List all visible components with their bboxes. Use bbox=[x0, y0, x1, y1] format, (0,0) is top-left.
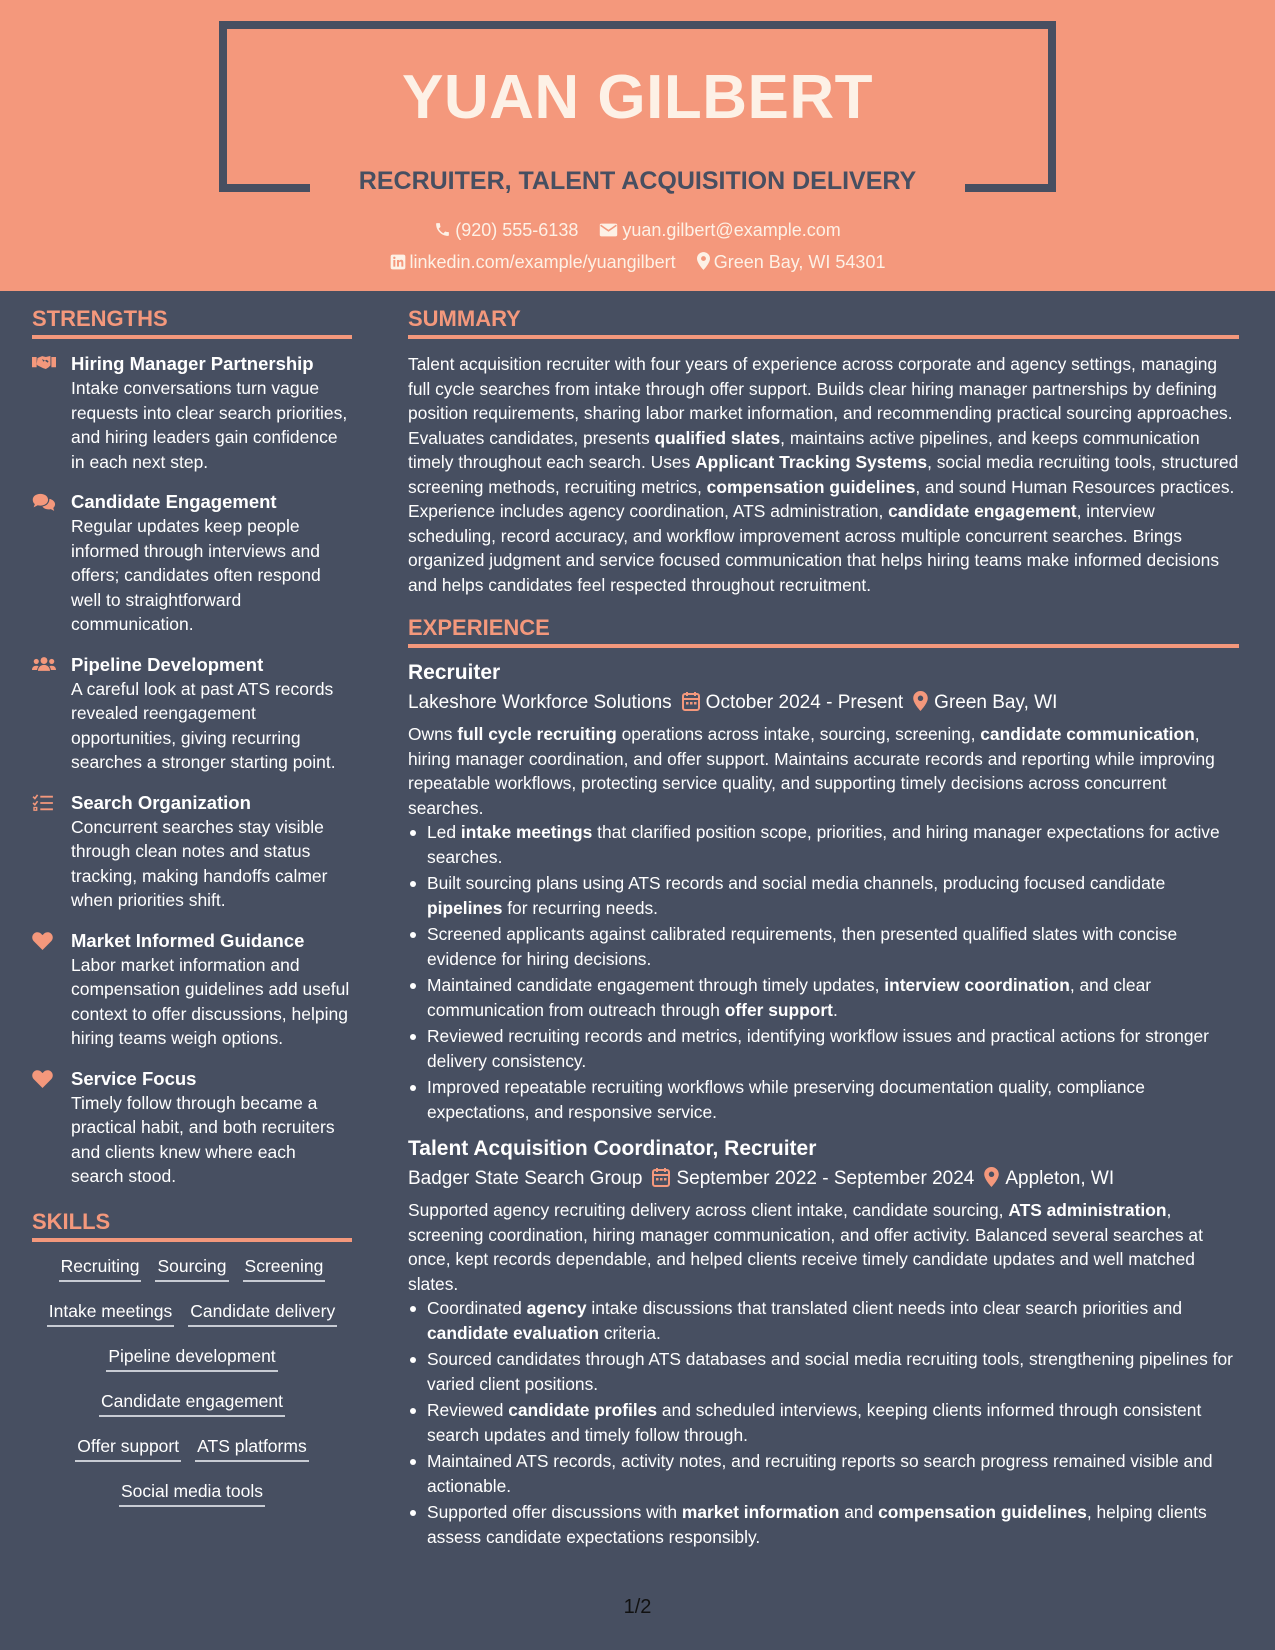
summary-heading: SUMMARY bbox=[408, 306, 1239, 339]
strength-title: Market Informed Guidance bbox=[71, 929, 305, 951]
job-bullet: Sourced candidates through ATS databases and social media recruiting tools, strengthening pipelines for varied client positions. bbox=[408, 1347, 1239, 1396]
job-bullet: Led intake meetings that clarified position scope, priorities, and hiring manager expectations for active searches. bbox=[408, 820, 1239, 869]
heart-icon bbox=[32, 932, 56, 950]
skill-tag: Recruiting bbox=[59, 1255, 142, 1282]
highlight-keyword: candidate profiles bbox=[508, 1400, 658, 1420]
map-pin-icon bbox=[697, 252, 710, 270]
page-number: 1/2 bbox=[623, 1596, 652, 1618]
job-entry bbox=[408, 661, 1239, 1124]
skill-tag: Offer support bbox=[75, 1435, 181, 1462]
experience-heading: EXPERIENCE bbox=[408, 615, 1239, 648]
skills-heading: SKILLS bbox=[32, 1209, 352, 1242]
strengths-heading: STRENGTHS bbox=[32, 306, 352, 339]
highlight-keyword: interview coordination bbox=[884, 975, 1070, 995]
job-title: Talent Acquisition Coordinator, Recruiter bbox=[408, 1137, 817, 1160]
candidate-name: YUAN GILBERT bbox=[402, 63, 873, 132]
chat-bubbles-icon bbox=[32, 493, 56, 511]
job-dates: October 2024 - Present bbox=[705, 692, 904, 713]
strength-description: Labor market information and compensation guidelines add useful context to offer discussions, helping hiring teams weigh options. bbox=[71, 954, 350, 1048]
skill-row bbox=[32, 1480, 352, 1508]
email-text[interactable]: yuan.gilbert@example.com bbox=[622, 220, 841, 240]
job-bullet: Reviewed candidate profiles and scheduled interviews, keeping clients informed through consistent search updates and timely follow through. bbox=[408, 1398, 1239, 1447]
contact-phone bbox=[434, 220, 578, 241]
skill-tag: Candidate delivery bbox=[188, 1300, 337, 1327]
phone-icon bbox=[434, 221, 451, 238]
strength-item bbox=[32, 929, 352, 1051]
phone-text: (920) 555-6138 bbox=[455, 220, 579, 240]
skill-row bbox=[32, 1345, 352, 1373]
strength-item bbox=[32, 352, 352, 474]
highlight-keyword: market information bbox=[681, 1502, 840, 1522]
candidate-title: RECRUITER, TALENT ACQUISITION DELIVERY bbox=[358, 167, 917, 195]
strength-title: Pipeline Development bbox=[71, 653, 264, 675]
strength-description: Intake conversations turn vague requests into clear search priorities, and hiring leaders gain confidence in each next step. bbox=[71, 378, 348, 472]
job-meta bbox=[408, 1167, 1239, 1190]
highlight-keyword: agency bbox=[526, 1298, 587, 1318]
summary-text: Talent acquisition recruiter with four years of experience across corporate and agency settings, managing full cycle searches from intake through offer support. Builds clear hiring manager partnerships by defining position requirements, sharing labor market information, and recommending practical sourcing approaches. Evaluates candidates, presents qualified slates, maintains active pipelines, and keeps communication timely throughout each search. Uses Applicant Tracking Systems, social media recruiting tools, structured screening methods, recruiting metrics, compensation guidelines, and sound Human Resources practices. Experience includes agency coordination, ATS administration, candidate engagement, interview scheduling, record accuracy, and workflow improvement across multiple concurrent searches. Brings organized judgment and service focused communication that helps hiring teams make informed decisions and helps candidates feel respected throughout recruitment. bbox=[408, 354, 1239, 595]
highlight-keyword: offer support bbox=[724, 999, 833, 1020]
job-dates: September 2022 - September 2024 bbox=[676, 1168, 975, 1189]
strengths-list bbox=[32, 352, 352, 1189]
checklist-icon bbox=[32, 794, 56, 812]
highlight-keyword: qualified slates bbox=[654, 427, 781, 448]
header-banner bbox=[0, 0, 1275, 291]
strength-title: Search Organization bbox=[71, 791, 251, 813]
job-description: Supported agency recruiting delivery across client intake, candidate sourcing, ATS administration, screening coordination, hiring manager communication, and offer activity. Balanced several searches at once, kept records dependable, and helped clients receive timely candidate updates and well matched slates. bbox=[408, 1200, 1203, 1294]
strength-title: Service Focus bbox=[71, 1067, 197, 1089]
skill-row bbox=[32, 1255, 352, 1283]
job-bullet: Improved repeatable recruiting workflows while preserving documentation quality, compliance expectations, and responsive service. bbox=[408, 1075, 1239, 1124]
job-bullet: Reviewed recruiting records and metrics, identifying workflow issues and practical actions for stronger delivery consistency. bbox=[408, 1024, 1239, 1073]
skill-tag: ATS platforms bbox=[195, 1435, 309, 1462]
contact-email[interactable] bbox=[599, 220, 840, 241]
job-description: Owns full cycle recruiting operations across intake, sourcing, screening, candidate communication, hiring manager coordination, and offer support. Maintains accurate records and reporting while improving repeatable workflows, protecting service quality, and supporting timely decisions across concurrent searches. bbox=[408, 724, 1215, 818]
job-bullet: Built sourcing plans using ATS records and social media channels, producing focused candidate pipelines for recurring needs. bbox=[408, 871, 1239, 920]
skill-tag: Screening bbox=[243, 1255, 326, 1282]
job-bullet: Maintained ATS records, activity notes, and recruiting reports so search progress remained visible and actionable. bbox=[408, 1449, 1239, 1498]
job-bullet: Screened applicants against calibrated requirements, then presented qualified slates with concise evidence for hiring decisions. bbox=[408, 922, 1239, 971]
experience-list bbox=[408, 661, 1239, 1549]
highlight-keyword: full cycle recruiting bbox=[457, 724, 617, 744]
strength-item bbox=[32, 791, 352, 913]
strength-description: Regular updates keep people informed through interviews and offers; candidates often respond well to straightforward communication. bbox=[71, 516, 321, 634]
highlight-keyword: candidate engagement bbox=[888, 501, 1077, 521]
skill-tag: Candidate engagement bbox=[99, 1390, 285, 1417]
strength-item bbox=[32, 653, 352, 775]
users-icon bbox=[32, 656, 56, 674]
skill-row bbox=[32, 1300, 352, 1328]
strength-description: Concurrent searches stay visible through clean notes and status tracking, making handoffs calmer when priorities shift. bbox=[71, 816, 328, 910]
highlight-keyword: Applicant Tracking Systems bbox=[695, 452, 928, 472]
job-bullet: Maintained candidate engagement through timely updates, interview coordination, and clear communication from outreach through offer support. bbox=[408, 973, 1239, 1022]
job-title: Recruiter bbox=[408, 661, 501, 684]
heart-icon bbox=[32, 1070, 56, 1088]
location-text: Green Bay, WI 54301 bbox=[713, 252, 886, 272]
right-column bbox=[408, 306, 1239, 1551]
contact-linkedin[interactable] bbox=[390, 252, 676, 273]
strength-item bbox=[32, 490, 352, 637]
job-bullet: Coordinated agency intake discussions that translated client needs into clear search priorities and candidate evaluation criteria. bbox=[408, 1296, 1239, 1345]
map-pin-icon bbox=[984, 1167, 999, 1187]
calendar-icon bbox=[682, 691, 700, 711]
job-meta bbox=[408, 691, 1239, 714]
strength-title: Candidate Engagement bbox=[71, 491, 277, 512]
job-location: Green Bay, WI bbox=[934, 692, 1058, 713]
contact-row-2 bbox=[0, 252, 1275, 273]
highlight-keyword: ATS administration bbox=[1008, 1200, 1167, 1220]
strength-title: Hiring Manager Partnership bbox=[71, 353, 314, 374]
strength-description: A careful look at past ATS records revealed reengagement opportunities, giving recurring searches a stronger starting point. bbox=[71, 678, 336, 772]
highlight-keyword: candidate communication bbox=[980, 724, 1195, 744]
contact-row-1 bbox=[0, 220, 1275, 241]
strength-item bbox=[32, 1067, 352, 1189]
handshake-icon bbox=[32, 355, 56, 373]
highlight-keyword: candidate evaluation bbox=[427, 1322, 600, 1343]
contact-location bbox=[697, 252, 886, 273]
job-company: Badger State Search Group bbox=[408, 1168, 643, 1189]
job-bullet: Supported offer discussions with market information and compensation guidelines, helping clients assess candidate expectations responsibly. bbox=[408, 1500, 1239, 1549]
envelope-icon bbox=[599, 222, 618, 238]
strength-description: Timely follow through became a practical habit, and both recruiters and clients knew where each search stood. bbox=[71, 1092, 335, 1186]
job-bullets bbox=[408, 820, 1239, 1124]
skill-row bbox=[32, 1435, 352, 1463]
skill-row bbox=[32, 1390, 352, 1418]
highlight-keyword: compensation guidelines bbox=[706, 476, 916, 497]
skill-tag: Intake meetings bbox=[47, 1300, 175, 1327]
skill-tag: Pipeline development bbox=[106, 1345, 277, 1372]
job-location: Appleton, WI bbox=[1005, 1168, 1115, 1189]
skills-list bbox=[32, 1255, 352, 1508]
linkedin-text[interactable]: linkedin.com/example/yuangilbert bbox=[409, 252, 676, 272]
highlight-keyword: intake meetings bbox=[460, 822, 593, 842]
highlight-keyword: compensation guidelines bbox=[878, 1502, 1087, 1522]
linkedin-icon bbox=[390, 254, 406, 270]
job-entry bbox=[408, 1137, 1239, 1549]
skill-tag: Sourcing bbox=[155, 1255, 228, 1282]
map-pin-icon bbox=[913, 691, 928, 711]
job-bullets bbox=[408, 1296, 1239, 1549]
skill-tag: Social media tools bbox=[119, 1480, 265, 1507]
job-company: Lakeshore Workforce Solutions bbox=[408, 692, 672, 713]
calendar-icon bbox=[652, 1167, 670, 1187]
highlight-keyword: pipelines bbox=[427, 897, 503, 918]
left-column bbox=[32, 306, 352, 1525]
